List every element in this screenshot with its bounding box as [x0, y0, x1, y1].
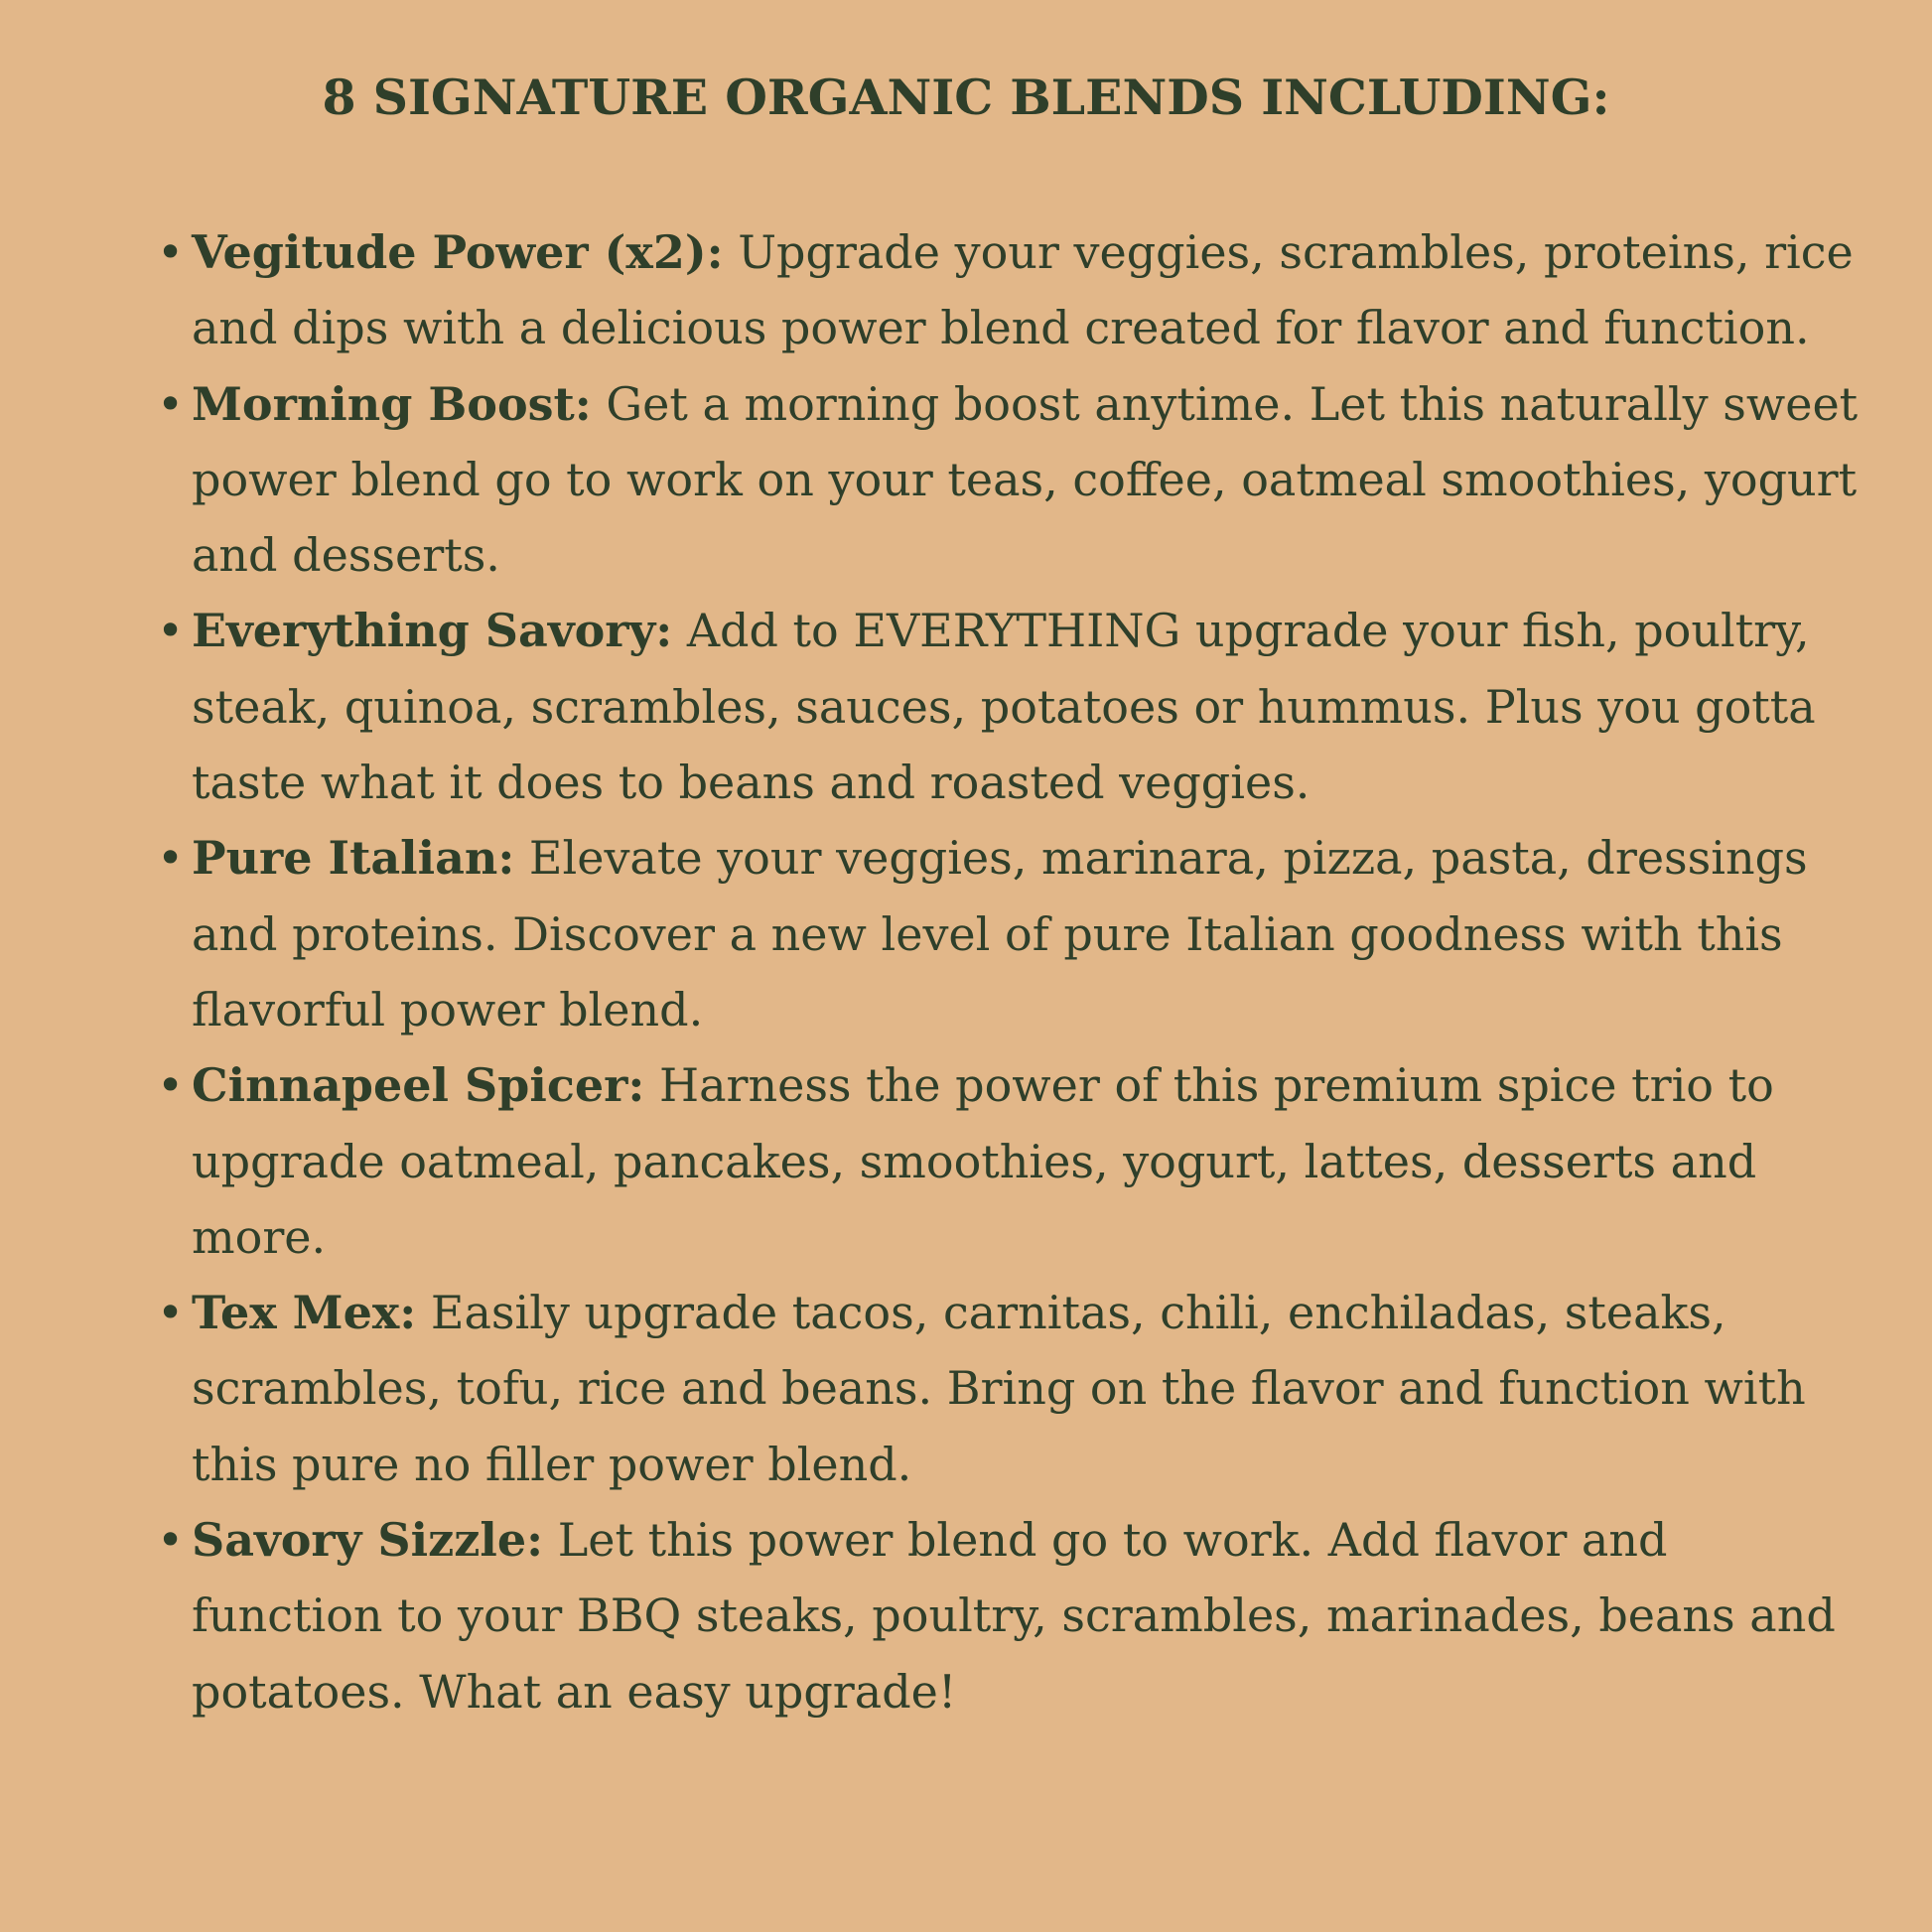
blend-name: Savory Sizzle:: [192, 1513, 544, 1568]
blend-name: Tex Mex:: [192, 1286, 417, 1340]
blend-description: Harness the power of this premium spice trio to upgrade oatmeal, pancakes, smoothies, yogurt, lattes, desserts and more.: [192, 1058, 1774, 1264]
list-item: [157, 366, 1860, 594]
blend-description: Upgrade your veggies, scrambles, proteins, rice and dips with a delicious power blend created for flavor and function.: [192, 225, 1854, 355]
blend-description: Add to EVERYTHING upgrade your fish, poultry, steak, quinoa, scrambles, sauces, potatoes or hummus. Plus you gotta taste what it does to beans and roasted veggies.: [192, 604, 1816, 810]
blend-description: Easily upgrade tacos, carnitas, chili, enchiladas, steaks, scrambles, tofu, rice and beans. Bring on the flavor and function with this pure no filler power blend.: [192, 1286, 1806, 1491]
page-title: 8 SIGNATURE ORGANIC BLENDS INCLUDING:: [322, 69, 1610, 126]
list-item: [157, 214, 1860, 366]
blend-name: Pure Italian:: [192, 831, 515, 886]
blend-description: Elevate your veggies, marinara, pizza, pasta, dressings and proteins. Discover a new level of pure Italian goodness with this flavorful power blend.: [192, 831, 1808, 1036]
blend-list: [157, 214, 1860, 1729]
list-item: [157, 1275, 1860, 1502]
list-item: [157, 1502, 1860, 1729]
bullet-icon: •: [157, 1058, 185, 1113]
bullet-icon: •: [157, 376, 185, 431]
blend-name: Morning Boost:: [192, 376, 592, 431]
blend-name: Everything Savory:: [192, 604, 673, 658]
list-item: [157, 1047, 1860, 1275]
list-item: [157, 820, 1860, 1047]
list-item: [157, 593, 1860, 820]
bullet-icon: •: [157, 831, 185, 886]
blend-name: Cinnapeel Spicer:: [192, 1058, 645, 1113]
blend-description: Let this power blend go to work. Add flavor and function to your BBQ steaks, poultry, scrambles, marinades, beans and potatoes. What an easy upgrade!: [192, 1513, 1836, 1719]
bullet-icon: •: [157, 1286, 185, 1340]
bullet-icon: •: [157, 225, 185, 279]
blend-description: Get a morning boost anytime. Let this naturally sweet power blend go to work on your teas, coffee, oatmeal smoothies, yogurt and desserts.: [192, 376, 1859, 583]
bullet-icon: •: [157, 604, 185, 658]
blend-name: Vegitude Power (x2):: [192, 225, 724, 279]
bullet-icon: •: [157, 1513, 185, 1568]
